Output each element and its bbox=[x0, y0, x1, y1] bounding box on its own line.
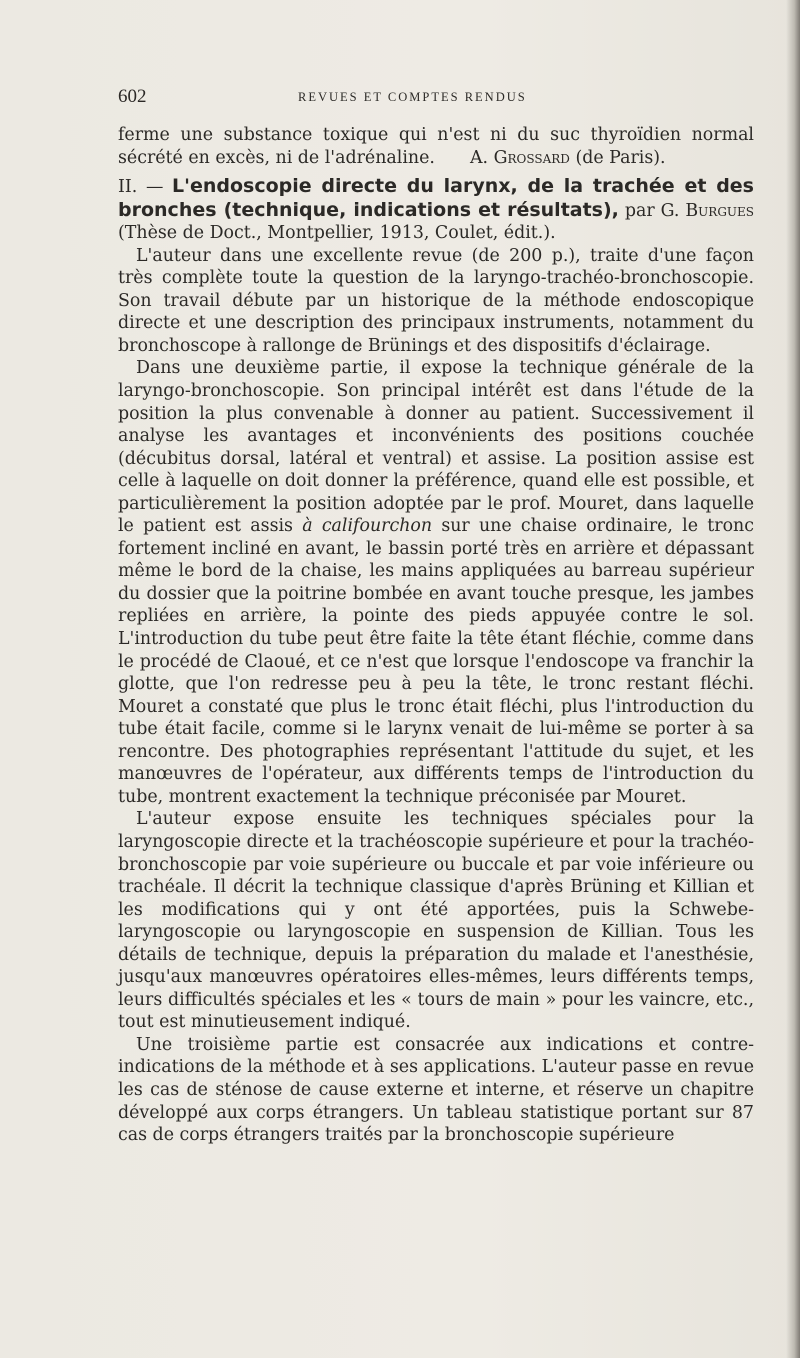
paragraph-2-part-b: sur une chaise ordinaire, le tronc fortement incliné en avant, le bassin porté très en arrière et dépassant même le bord de la chaise, les mains appliquées au barreau supérieur du dossier que la poitrine bombée en avant touche presque, les jambes repliées en arrière, la pointe des pieds appuyée contre le sol. L'introduction du tube peut être faite la tête étant fléchie, comme dans le procédé de Claoué, et ce n'est que lorsque l'endoscope va franchir la glotte, que l'on redresse peu à peu la tête, le tronc restant fléchi. Mouret a constaté que plus le tronc était fléchi, plus l'introduction du tube était facile, comme si le larynx venait de lui-même se porter à sa rencontre. Des photographies représentant l'attitude du sujet, et les manœuvres de l'opérateur, aux différents temps de l'introduction du tube, montrent exactement la technique préconisée par Mouret. bbox=[118, 516, 754, 807]
review-by: par G. bbox=[624, 200, 680, 221]
review-title: L'endoscopie directe du larynx, de la trachée et des bronches (technique, indications et résultats), bbox=[118, 175, 754, 221]
page-edge-shadow bbox=[786, 0, 800, 1358]
paragraph-2-part-a: Dans une deuxième partie, il expose la technique générale de la laryngo-bronchoscopie. Son principal intérêt est dans l'étude de la position la plus convenable à donner au patient. Successivement il analyse les avantages et inconvénients des positions couchée (décubitus dorsal, latéral et ventral) et assise. La position assise est celle à laquelle on doit donner la préférence, quand elle est possible, et particulièrement la position adoptée par le prof. Mouret, dans laquelle le patient est assis bbox=[118, 358, 754, 537]
review-numeral: II. — bbox=[118, 177, 173, 198]
paragraph-2 bbox=[118, 357, 754, 808]
previous-review-location: (de Paris). bbox=[575, 147, 666, 168]
body-text bbox=[118, 124, 754, 1147]
paragraph-3: L'auteur expose ensuite les techniques spéciales pour la laryngoscopie directe et la trachéoscopie supérieure et pour la trachéo-bronchoscopie par voie supérieure ou buccale et par voie inférieure ou trachéale. Il décrit la technique classique d'après Brüning et Killian et les modifications qui y ont été apportées, puis la Schwebe-laryngoscopie ou laryngoscopie en suspension de Killian. Tous les détails de technique, depuis la préparation du malade et l'anesthésie, jusqu'aux manœuvres opératoires elles-mêmes, leurs différents temps, leurs difficultés spéciales et les « tours de main » pour les vaincre, etc., tout est minutieusement indiqué. bbox=[118, 809, 754, 1033]
paragraph-4: Une troisième partie est consacrée aux indications et contre-indications de la méthode et à ses applications. L'auteur passe en revue les cas de sténose de cause externe et interne, et réserve un chapitre développé aux corps étrangers. Un tableau statistique portant sur 87 cas de corps étrangers traités par la bronchoscopie supérieure bbox=[118, 1034, 754, 1146]
previous-review-author: A. Grossard bbox=[469, 147, 570, 168]
review-source: (Thèse de Doct., Montpellier, 1913, Coulet, édit.). bbox=[118, 223, 556, 244]
review-author: Burgues bbox=[685, 200, 754, 221]
carryover-text: ferme une substance toxique qui n'est ni du suc thyroïdien normal sécrété en excès, ni de l'adrénaline. bbox=[118, 125, 754, 168]
page-number: 602 bbox=[118, 86, 147, 107]
carryover-paragraph bbox=[118, 124, 754, 169]
running-header bbox=[118, 86, 758, 112]
paragraph-2-emphasis: à califourchon bbox=[302, 516, 433, 537]
review-heading bbox=[118, 175, 754, 245]
paragraph-1: L'auteur dans une excellente revue (de 200 p.), traite d'une façon très complète toute la question de la laryngo-trachéo-bronchoscopie. Son travail débute par un historique de la méthode endoscopique directe et une description des principaux instruments, notamment du bronchoscope à rallonge de Brünings et des dispositifs d'éclairage. bbox=[118, 245, 754, 356]
running-title: REVUES ET COMPTES RENDUS bbox=[298, 90, 527, 104]
